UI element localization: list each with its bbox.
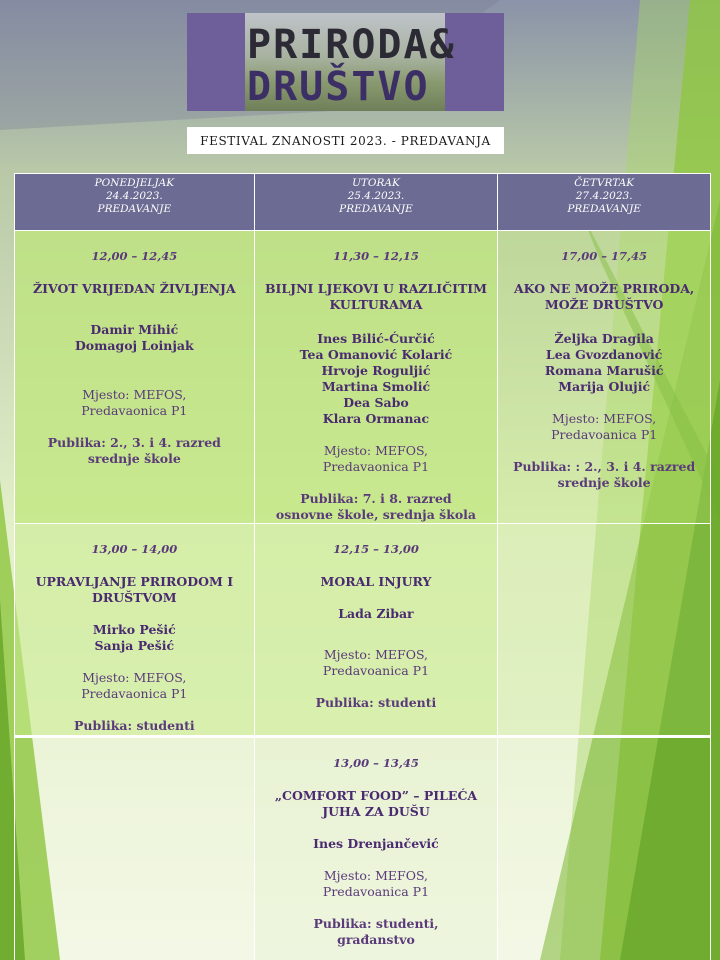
- audience-line: Publika: 2., 3. i 4. razred: [47, 435, 221, 450]
- lecture-cell: [498, 231, 711, 524]
- page-title: FESTIVAL ZNANOSTI 2023. - PREDAVANJA: [187, 127, 504, 154]
- place-line: Predavoanica P1: [322, 663, 430, 678]
- logo-text-line2: DRUŠTVO: [247, 64, 430, 110]
- lecture-time: 13,00 – 14,00: [91, 542, 178, 556]
- lecture-cell: [15, 524, 255, 737]
- lecture-place: [259, 647, 494, 679]
- lecture-title: AKO NE MOŽE PRIRODA, MOŽE DRUŠTVO: [513, 281, 695, 312]
- audience-line: osnovne škole, srednja škola: [275, 507, 477, 522]
- lecture-time: 12,00 – 12,45: [91, 249, 178, 263]
- lecture-title: BILJNI LJEKOVI U RAZLIČITIM KULTURAMA: [264, 281, 487, 312]
- header-day: UTORAK: [352, 177, 400, 189]
- lecture-speakers: [259, 606, 494, 622]
- speaker-name: Tea Omanović Kolarić: [299, 347, 453, 362]
- empty-cell: [498, 737, 711, 960]
- lecture-time: 12,15 – 13,00: [333, 542, 419, 556]
- speaker-name: Ines Drenjančević: [313, 836, 439, 851]
- lecture-speakers: [259, 331, 494, 427]
- lecture-speakers: [502, 331, 706, 395]
- header-thursday: [498, 174, 711, 231]
- lecture-title: „COMFORT FOOD” – PILEĆA JUHA ZA DUŠU: [274, 788, 478, 819]
- speaker-name: Klara Ormanac: [322, 411, 430, 426]
- header-monday: [15, 174, 255, 231]
- header-date: 25.4.2023.: [347, 190, 405, 202]
- audience-line: Publika: studenti: [74, 718, 195, 733]
- speaker-name: Željka Dragila: [554, 331, 654, 346]
- lecture-time: 13,00 – 13,45: [333, 756, 419, 770]
- lecture-audience: [259, 491, 494, 523]
- lecture-time: 11,30 – 12,15: [333, 249, 419, 263]
- header-day: ČETVRTAK: [574, 177, 635, 189]
- place-line: Predavaonica P1: [81, 686, 188, 701]
- place-line: Mjesto: MEFOS,: [552, 411, 657, 426]
- empty-cell: [15, 737, 255, 960]
- lecture-place: [259, 868, 494, 900]
- lecture-speakers: [19, 622, 250, 654]
- header-day: PONEDJELJAK: [94, 177, 175, 189]
- lecture-time: 17,00 – 17,45: [561, 249, 648, 263]
- audience-line: Publika: studenti,: [313, 916, 439, 931]
- header-type: PREDAVANJE: [97, 203, 172, 215]
- empty-cell: [498, 524, 711, 737]
- header-row: [15, 174, 711, 231]
- lecture-cell: [15, 231, 255, 524]
- logo-text-line1: PRIRODA&: [247, 22, 456, 68]
- lecture-cell: [254, 524, 498, 737]
- place-line: Mjesto: MEFOS,: [82, 670, 187, 685]
- lecture-title: ŽIVOT VRIJEDAN ŽIVLJENJA: [33, 281, 236, 296]
- audience-line: srednje škole: [557, 475, 651, 490]
- place-line: Mjesto: MEFOS,: [82, 387, 187, 402]
- speaker-name: Domagoj Loinjak: [74, 338, 194, 353]
- header-type: PREDAVANJE: [339, 203, 413, 215]
- place-line: Predavaonica P1: [81, 403, 188, 418]
- place-line: Predavoanica P1: [322, 884, 430, 899]
- lecture-audience: [19, 718, 250, 734]
- audience-line: Publika: : 2., 3. i 4. razred: [513, 459, 696, 474]
- audience-line: građanstvo: [337, 932, 415, 947]
- lecture-place: [259, 443, 494, 475]
- lecture-audience: [259, 916, 494, 948]
- place-line: Mjesto: MEFOS,: [323, 647, 429, 662]
- lecture-cell: [254, 737, 498, 960]
- lecture-place: [502, 411, 706, 443]
- header-date: 24.4.2023.: [105, 190, 163, 202]
- speaker-name: Martina Smolić: [321, 379, 431, 394]
- speaker-name: Romana Marušić: [544, 363, 664, 378]
- header-type: PREDAVANJE: [567, 203, 641, 215]
- speaker-name: Damir Mihić: [90, 322, 179, 337]
- header-date: 27.4.2023.: [575, 190, 633, 202]
- table-row: [15, 524, 711, 737]
- lecture-speakers: [19, 322, 250, 354]
- audience-line: Publika: studenti: [315, 695, 437, 710]
- lecture-cell: [254, 231, 498, 524]
- lecture-audience: [259, 695, 494, 711]
- lecture-audience: [19, 435, 250, 467]
- header-tuesday: [254, 174, 498, 231]
- audience-line: Publika: 7. i 8. razred: [300, 491, 452, 506]
- place-line: Predavaonica P1: [322, 459, 430, 474]
- speaker-name: Sanja Pešić: [94, 638, 175, 653]
- lecture-title: MORAL INJURY: [320, 574, 432, 589]
- lecture-audience: [502, 459, 706, 491]
- speaker-name: Lea Gvozdanović: [545, 347, 663, 362]
- speaker-name: Lada Zibar: [338, 606, 414, 621]
- speaker-name: Hrvoje Roguljić: [321, 363, 431, 378]
- lecture-place: [19, 387, 250, 419]
- speaker-name: Mirko Pešić: [92, 622, 176, 637]
- festival-logo: [187, 13, 504, 111]
- speaker-name: Dea Sabo: [343, 395, 409, 410]
- place-line: Predavoanica P1: [551, 427, 658, 442]
- schedule-table: [14, 173, 711, 960]
- place-line: Mjesto: MEFOS,: [323, 443, 429, 458]
- table-row: [15, 737, 711, 960]
- speaker-name: Marija Olujić: [558, 379, 651, 394]
- lecture-speakers: [259, 836, 494, 852]
- place-line: Mjesto: MEFOS,: [323, 868, 429, 883]
- table-row: [15, 231, 711, 524]
- lecture-title: UPRAVLJANJE PRIRODOM I DRUŠTVOM: [35, 574, 234, 605]
- audience-line: srednje škole: [87, 451, 181, 466]
- lecture-place: [19, 670, 250, 702]
- speaker-name: Ines Bilić-Ćurčić: [317, 331, 435, 346]
